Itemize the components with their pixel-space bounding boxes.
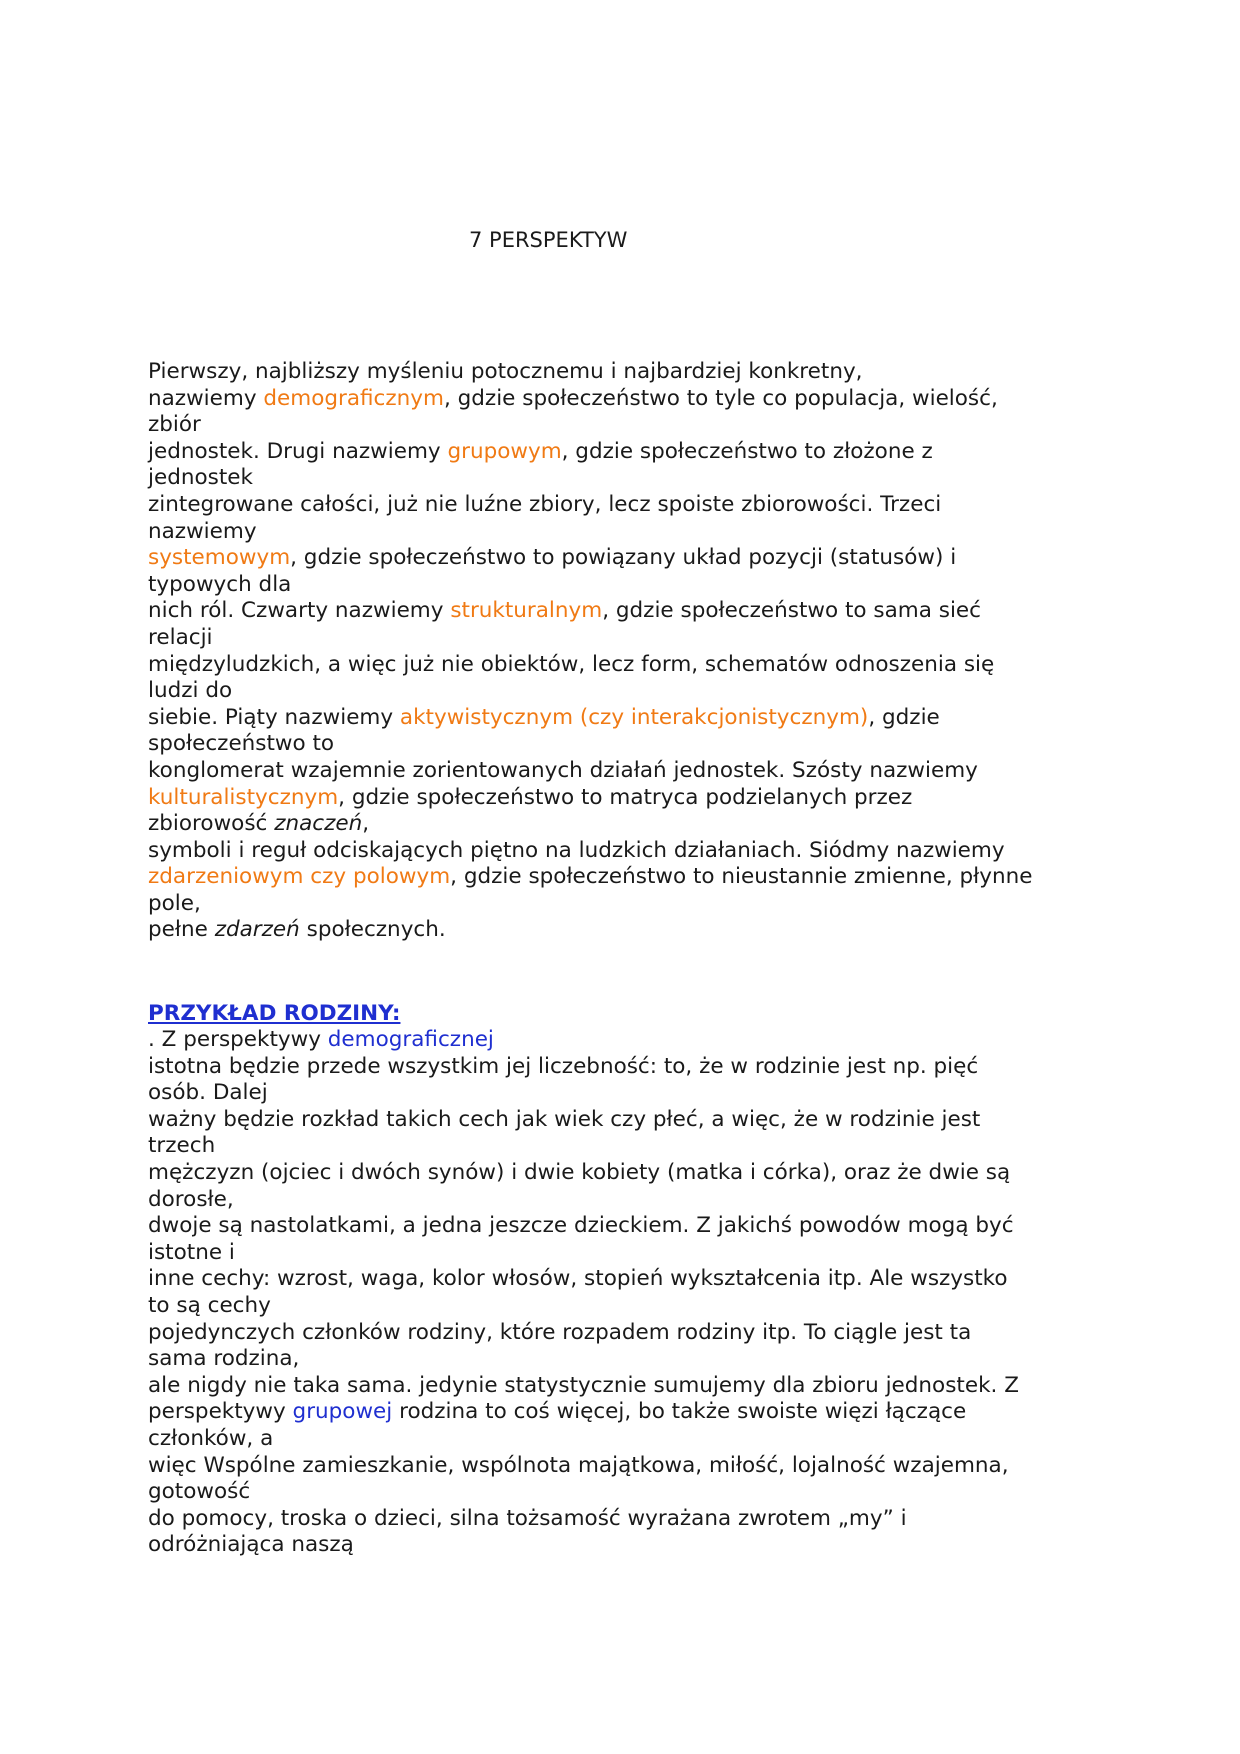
text-line [148,1187,1108,1214]
text-segment: nich ról. Czwarty nazwiemy [148,598,451,624]
text-line [148,1532,1108,1559]
text-segment: , gdzie społeczeństwo to tyle co populacja, wielość, [443,385,998,411]
text-line [148,1320,1108,1347]
text-segment: . Z perspektywy [148,1027,328,1052]
text-segment: nazwiemy [148,385,264,411]
text-segment: , gdzie społeczeństwo to powiązany układ pozycji (statusów) i [290,545,957,571]
text-segment: pełne [148,917,215,943]
text-segment: pole, [148,890,201,916]
text-line [148,1133,1108,1160]
text-segment: gotowość [148,1479,251,1505]
text-segment: istotne i [148,1239,235,1265]
text-segment: pojedynczych członków rodziny, które rozpadem rodziny itp. To ciągle jest ta [148,1319,972,1345]
text-segment: to są cechy [148,1292,271,1318]
text-line [148,1213,1108,1240]
text-line [148,1506,1108,1533]
text-segment: osób. Dalej [148,1080,268,1106]
text-line [148,1240,1108,1267]
highlighted-term: grupowej [292,1399,393,1425]
text-segment: , gdzie społeczeństwo to sama sieć [602,598,981,624]
text-segment: członków, a [148,1425,274,1451]
section-heading-family-example: PRZYKŁAD RODZINY: [148,1001,401,1026]
text-segment: sama rodzina, [148,1346,300,1372]
text-line [148,1160,1108,1187]
text-segment: nazwiemy [148,518,257,544]
highlighted-term: kulturalistycznym [148,784,339,810]
text-line [148,625,1108,652]
text-line [148,811,1108,838]
text-line [148,598,1108,625]
italic-term: zdarzeń [214,917,300,943]
highlighted-term: strukturalnym [450,598,603,624]
text-segment: perspektywy [148,1399,293,1425]
text-line [148,1080,1108,1107]
text-segment: zintegrowane całości, już nie luźne zbiory, lecz spoiste zbiorowości. Trzeci [148,491,942,517]
highlighted-term: aktywistycznym (czy interakcjonistycznym) [399,704,869,730]
document-title: 7 PERSPEKTYW [469,228,628,252]
text-segment: , [362,811,370,837]
text-line [148,1453,1108,1480]
text-segment: zbiór [148,412,201,438]
highlighted-term: zdarzeniowym czy polowym [148,864,451,890]
text-segment: , gdzie społeczeństwo to złożone z [561,438,933,464]
text-segment: istotna będzie przede wszystkim jej liczebność: to, że w rodzinie jest np. pięć [148,1053,979,1079]
text-line [148,519,1108,546]
text-segment: społeczeństwo to [148,731,335,757]
text-line [148,1399,1108,1426]
text-segment: społecznych. [299,917,446,943]
italic-term: znaczeń [274,811,363,837]
text-segment: więc Wspólne zamieszkanie, wspólnota majątkowa, miłość, lojalność wzajemna, [148,1452,1009,1478]
text-line [148,1054,1108,1081]
text-line [148,917,1108,944]
text-segment: ważny będzie rozkład takich cech jak wiek czy płeć, a więc, że w rodzinie jest [148,1106,981,1132]
text-segment: symboli i reguł odciskających piętno na ludzkich działaniach. Siódmy nazwiemy [148,837,1005,863]
text-line [148,1346,1108,1373]
text-line [148,1373,1108,1400]
text-line [148,758,1108,785]
text-line [148,785,1108,812]
text-line [148,705,1108,732]
text-line [148,386,1108,413]
paragraph-perspectives [148,359,1108,944]
paragraph-family-example [148,1027,1108,1559]
highlighted-term: grupowym [447,438,562,464]
text-line [148,492,1108,519]
text-line [148,1426,1108,1453]
text-segment: , gdzie [868,704,940,730]
highlighted-term: demograficznej [327,1027,494,1052]
text-segment: trzech [148,1133,216,1159]
text-segment: jednostek [148,465,253,491]
text-line [148,678,1108,705]
text-line [148,572,1108,599]
text-line [148,412,1108,439]
text-line [148,1107,1108,1134]
text-line [148,652,1108,679]
text-segment: konglomerat wzajemnie zorientowanych działań jednostek. Szósty nazwiemy [148,757,978,783]
text-segment: relacji [148,624,213,650]
text-segment: dwoje są nastolatkami, a jedna jeszcze dzieckiem. Z jakichś powodów mogą być [148,1213,1014,1239]
text-segment: siebie. Piąty nazwiemy [148,704,400,730]
text-line [148,838,1108,865]
text-line [148,1293,1108,1320]
text-segment: typowych dla [148,571,292,597]
text-segment: Pierwszy, najbliższy myśleniu potocznemu i najbardziej konkretny, [148,359,863,384]
text-segment: jednostek. Drugi nazwiemy [148,438,448,464]
text-segment: mężczyzn (ojciec i dwóch synów) i dwie kobiety (matka i córka), oraz że dwie są [148,1159,1011,1185]
text-segment: ale nigdy nie taka sama. jedynie statystycznie sumujemy dla zbioru jednostek. Z [148,1372,1019,1398]
text-segment: odróżniająca naszą [148,1532,354,1558]
text-segment: zbiorowość [148,811,275,837]
text-line [148,731,1108,758]
text-line [148,1027,1108,1054]
text-segment: rodzina to coś więcej, bo także swoiste więzi łączące [392,1399,967,1425]
text-line [148,864,1108,891]
highlighted-term: systemowym [148,545,291,571]
text-segment: inne cechy: wzrost, waga, kolor włosów, stopień wykształcenia itp. Ale wszystko [148,1266,1008,1292]
text-line [148,891,1108,918]
text-segment: międzyludzkich, a więc już nie obiektów, lecz form, schematów odnoszenia się [148,651,995,677]
text-segment: ludzi do [148,678,233,704]
text-line [148,465,1108,492]
text-line [148,1266,1108,1293]
text-line [148,545,1108,572]
text-line [148,359,1108,386]
text-segment: , gdzie społeczeństwo to nieustannie zmienne, płynne [450,864,1033,890]
text-segment: dorosłe, [148,1186,234,1212]
text-segment: , gdzie społeczeństwo to matryca podzielanych przez [338,784,913,810]
highlighted-term: demograficznym [263,385,444,411]
text-line [148,439,1108,466]
text-line [148,1479,1108,1506]
text-segment: do pomocy, troska o dzieci, silna tożsamość wyrażana zwrotem „my” i [148,1505,907,1531]
